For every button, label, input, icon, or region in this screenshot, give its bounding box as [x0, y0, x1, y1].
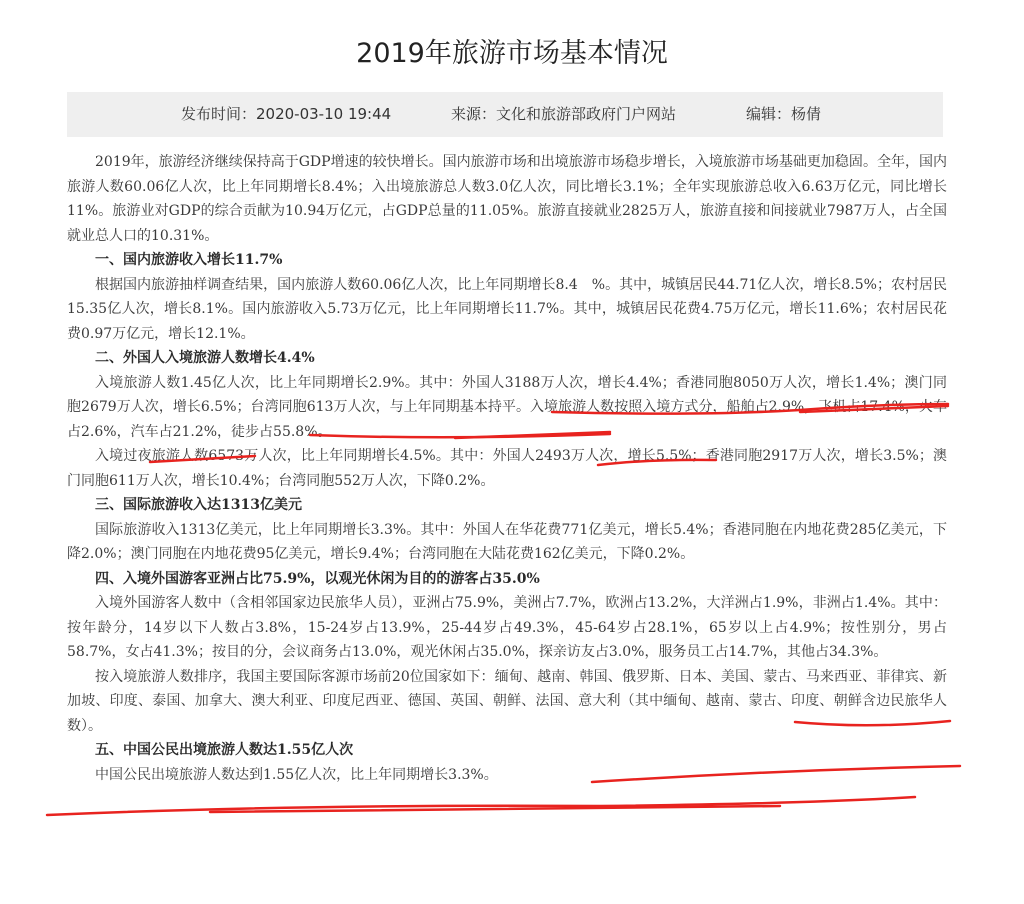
- section-4-paragraph-2: 按入境旅游人数排序，我国主要国际客源市场前20位国家如下：缅甸、越南、韩国、俄罗斯、日本、美国、蒙古、马来西亚、菲律宾、新加坡、印度、泰国、加拿大、澳大利亚、印度尼西亚、德国、英国、朝鲜、法国、意大利（其中缅甸、越南、蒙古、印度、朝鲜含边民旅华人数）。: [67, 668, 947, 734]
- source: 来源：文化和旅游部政府门户网站: [451, 105, 677, 123]
- editor: 编辑：杨倩: [746, 105, 822, 123]
- section-heading-5: 五、中国公民出境旅游人数达1.55亿人次: [95, 742, 354, 758]
- section-2-paragraph-1: 入境旅游人数1.45亿人次，比上年同期增长2.9%。其中：外国人3188万人次，增长4.4%；香港同胞8050万人次，增长1.4%；澳门同胞2679万人次，增长6.5%；台湾同胞613万人次，与上年同期基本持平。入境旅游人数按照入境方式分，船舶占2.9%，飞机占17.4%，火车占2.6%，汽车占21.2%，徒步占55.8%。: [67, 374, 947, 440]
- article-meta-bar: [67, 92, 943, 137]
- section-2-paragraph-2: 入境过夜旅游人数6573万人次，比上年同期增长4.5%。其中：外国人2493万人次，增长5.5%；香港同胞2917万人次，增长3.5%；澳门同胞611万人次，增长10.4%；台湾同胞552万人次，下降0.2%。: [67, 448, 947, 489]
- intro-paragraph: 2019年，旅游经济继续保持高于GDP增速的较快增长。国内旅游市场和出境旅游市场稳步增长，入境旅游市场基础更加稳固。全年，国内旅游人数60.06亿人次，比上年同期增长8.4%；入出境旅游总人数3.0亿人次，同比增长3.1%；全年实现旅游总收入6.63万亿元，同比增长11%。旅游业对GDP的综合贡献为10.94万亿元，占GDP总量的11.05%。旅游直接就业2825万人，旅游直接和间接就业7987万人，占全国就业总人口的10.31%。: [67, 154, 947, 244]
- underline-stroke: [47, 797, 915, 815]
- section-5-paragraph: 中国公民出境旅游人数达到1.55亿人次，比上年同期增长3.3%。: [95, 766, 498, 783]
- section-heading-4: 四、入境外国游客亚洲占比75.9%，以观光休闲为目的的游客占35.0%: [95, 570, 540, 587]
- section-heading-2: 二、外国人入境旅游人数增长4.4%: [95, 350, 315, 366]
- publish-time: 发布时间：2020-03-10 19:44: [181, 105, 392, 123]
- underline-stroke: [210, 806, 780, 812]
- section-heading-3: 三、国际旅游收入达1313亿美元: [95, 497, 302, 513]
- section-heading-1: 一、国内旅游收入增长11.7%: [95, 252, 283, 268]
- section-3-paragraph: 国际旅游收入1313亿美元，比上年同期增长3.3%。其中：外国人在华花费771亿美元，增长5.4%；香港同胞在内地花费285亿美元，下降2.0%；澳门同胞在内地花费95亿美元，增长9.4%；台湾同胞在大陆花费162亿美元，下降0.2%。: [67, 521, 947, 562]
- page-title: 2019年旅游市场基本情况: [356, 38, 668, 69]
- section-1-paragraph: 根据国内旅游抽样调查结果，国内旅游人数60.06亿人次，比上年同期增长8.4 %。其中，城镇居民44.71亿人次，增长8.5%；农村居民15.35亿人次，增长8.1%。国内旅游收入5.73万亿元，比上年同期增长11.7%。其中，城镇居民花费4.75万亿元，增长11.6%；农村居民花费0.97万亿元，增长12.1%。: [67, 276, 947, 342]
- article-body: [67, 150, 947, 787]
- section-4-paragraph-1: 入境外国游客人数中（含相邻国家边民旅华人员），亚洲占75.9%，美洲占7.7%，欧洲占13.2%，大洋洲占1.9%，非洲占1.4%。其中：按年龄分，14岁以下人数占3.8%，15-24岁占13.9%，25-44岁占49.3%，45-64岁占28.1%，65岁以上占4.9%；按性别分，男占58.7%，女占41.3%；按目的分，会议商务占13.0%，观光休闲占35.0%，探亲访友占3.0%，服务员工占14.7%，其他占34.3%。: [67, 595, 947, 660]
